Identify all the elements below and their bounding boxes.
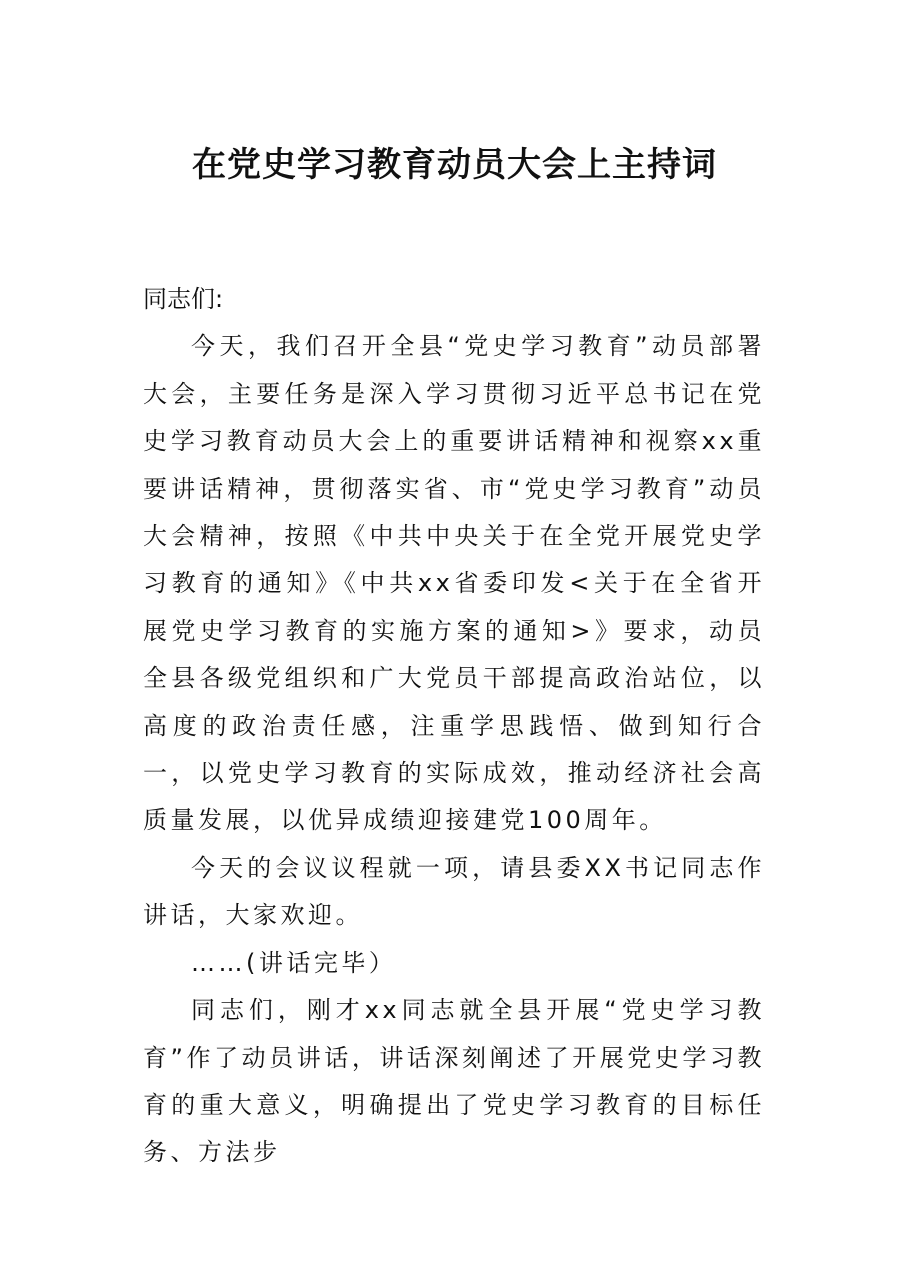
document-body (143, 276, 765, 1177)
paragraph-opening: 今天，我们召开全县“党史学习教育”动员部署大会，主要任务是深入学习贯彻习近平总书记在党史学习教育动员大会上的重要讲话精神和视察xx重要讲话精神，贯彻落实省、市“党史学习教育”动员大会精神，按照《中共中央关于在全党开展党史学习教育的通知》《中共xx省委印发<关于在全省开展党史学习教育的实施方案的通知>》要求，动员全县各级党组织和广大党员干部提高政治站位，以高度的政治责任感，注重学思践悟、做到知行合一，以党史学习教育的实际成效，推动经济社会高质量发展，以优异成绩迎接建党100周年。 (143, 332, 765, 835)
paragraph-speech-end: ……(讲话完毕） (191, 948, 397, 977)
salutation: 同志们: (143, 285, 224, 313)
document-title: 在党史学习教育动员大会上主持词 (192, 145, 717, 185)
paragraph-summary: 同志们，刚才xx同志就全县开展“党史学习教育”作了动员讲话，讲话深刻阐述了开展党史学习教育的重大意义，明确提出了党史学习教育的目标任务、方法步 (143, 996, 765, 1167)
paragraph-agenda: 今天的会议议程就一项，请县委XX书记同志作讲话，大家欢迎。 (143, 853, 765, 930)
